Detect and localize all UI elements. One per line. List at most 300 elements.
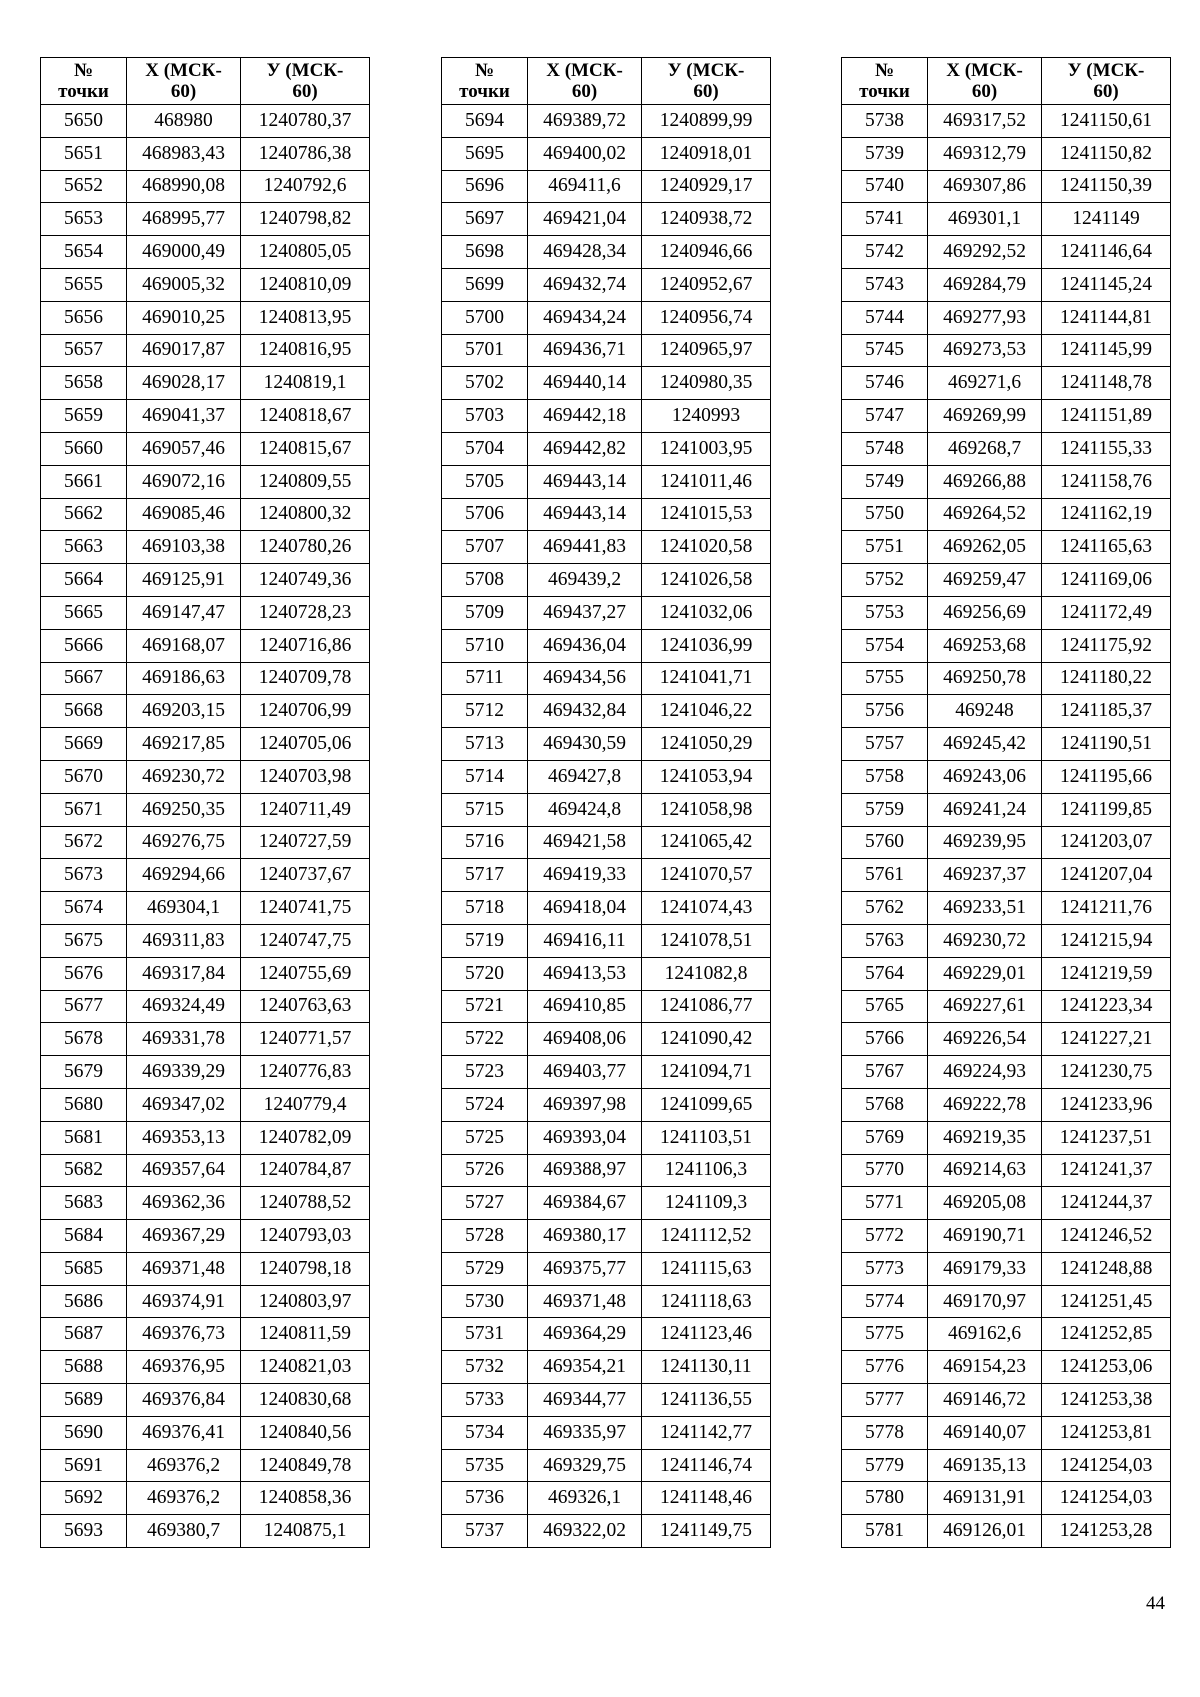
y-coordinate-cell: 1240798,18	[241, 1252, 370, 1285]
x-coordinate-cell: 469248	[928, 695, 1042, 728]
y-coordinate-cell: 1240819,1	[241, 367, 370, 400]
x-coordinate-cell: 469222,78	[928, 1088, 1042, 1121]
y-coordinate-cell: 1240938,72	[642, 203, 771, 236]
x-coordinate-cell: 469421,58	[528, 826, 642, 859]
x-coordinate-cell: 469403,77	[528, 1056, 642, 1089]
table-row	[41, 596, 370, 629]
x-coordinate-cell: 469440,14	[528, 367, 642, 400]
table-row	[442, 1252, 771, 1285]
table-row	[442, 1187, 771, 1220]
y-coordinate-cell: 1240956,74	[642, 301, 771, 334]
y-coordinate-cell: 1240716,86	[241, 629, 370, 662]
point-number-cell: 5695	[442, 137, 528, 170]
x-coordinate-cell: 469146,72	[928, 1384, 1042, 1417]
table-row	[41, 268, 370, 301]
x-coordinate-cell: 469057,46	[127, 432, 241, 465]
table-row	[442, 859, 771, 892]
x-coordinate-cell: 469010,25	[127, 301, 241, 334]
y-coordinate-cell: 1241086,77	[642, 990, 771, 1023]
y-coordinate-cell: 1240705,06	[241, 728, 370, 761]
x-coordinate-cell: 469339,29	[127, 1056, 241, 1089]
table-row	[442, 892, 771, 925]
table-row	[41, 1220, 370, 1253]
x-coordinate-cell: 469237,37	[928, 859, 1042, 892]
y-coordinate-cell: 1240849,78	[241, 1449, 370, 1482]
table-row	[842, 1187, 1171, 1220]
point-number-cell: 5700	[442, 301, 528, 334]
table-row	[41, 400, 370, 433]
y-coordinate-cell: 1241158,76	[1042, 465, 1171, 498]
y-coordinate-cell: 1241215,94	[1042, 924, 1171, 957]
point-number-cell: 5674	[41, 892, 127, 925]
table-row	[442, 465, 771, 498]
y-coordinate-cell: 1241003,95	[642, 432, 771, 465]
table-row	[442, 334, 771, 367]
x-coordinate-cell: 469436,04	[528, 629, 642, 662]
table-row	[842, 629, 1171, 662]
table-row	[842, 301, 1171, 334]
point-number-cell: 5676	[41, 957, 127, 990]
table-row	[842, 1252, 1171, 1285]
x-coordinate-cell: 469427,8	[528, 760, 642, 793]
x-coordinate-cell: 469312,79	[928, 137, 1042, 170]
table-row	[842, 105, 1171, 138]
point-number-cell: 5662	[41, 498, 127, 531]
point-number-cell: 5693	[41, 1515, 127, 1548]
x-coordinate-cell: 469017,87	[127, 334, 241, 367]
point-number-cell: 5757	[842, 728, 928, 761]
y-coordinate-cell: 1241172,49	[1042, 596, 1171, 629]
table-row	[442, 596, 771, 629]
point-number-cell: 5762	[842, 892, 928, 925]
x-coordinate-cell: 469311,83	[127, 924, 241, 957]
point-number-cell: 5726	[442, 1154, 528, 1187]
point-number-cell: 5686	[41, 1285, 127, 1318]
x-coordinate-cell: 469219,35	[928, 1121, 1042, 1154]
point-number-cell: 5717	[442, 859, 528, 892]
point-number-cell: 5722	[442, 1023, 528, 1056]
table-row	[842, 236, 1171, 269]
table-row	[41, 170, 370, 203]
table-row	[842, 1384, 1171, 1417]
x-coordinate-cell: 469408,06	[528, 1023, 642, 1056]
y-coordinate-cell: 1241185,37	[1042, 695, 1171, 728]
table-row	[442, 498, 771, 531]
x-coordinate-cell: 469353,13	[127, 1121, 241, 1154]
point-number-cell: 5675	[41, 924, 127, 957]
table-row	[41, 367, 370, 400]
x-coordinate-cell: 469418,04	[528, 892, 642, 925]
y-coordinate-cell: 1241169,06	[1042, 564, 1171, 597]
point-number-cell: 5716	[442, 826, 528, 859]
point-number-cell: 5679	[41, 1056, 127, 1089]
point-number-cell: 5768	[842, 1088, 928, 1121]
y-coordinate-cell: 1241109,3	[642, 1187, 771, 1220]
point-number-cell: 5739	[842, 137, 928, 170]
y-coordinate-cell: 1241149	[1042, 203, 1171, 236]
table-row	[842, 334, 1171, 367]
point-number-cell: 5741	[842, 203, 928, 236]
y-coordinate-cell: 1240793,03	[241, 1220, 370, 1253]
x-coordinate-cell: 469269,99	[928, 400, 1042, 433]
point-number-cell: 5758	[842, 760, 928, 793]
point-number-cell: 5732	[442, 1351, 528, 1384]
point-number-cell: 5706	[442, 498, 528, 531]
y-coordinate-cell: 1240780,37	[241, 105, 370, 138]
y-coordinate-cell: 1240803,97	[241, 1285, 370, 1318]
x-coordinate-cell: 469380,7	[127, 1515, 241, 1548]
x-coordinate-cell: 469135,13	[928, 1449, 1042, 1482]
x-coordinate-cell: 469259,47	[928, 564, 1042, 597]
point-number-cell: 5703	[442, 400, 528, 433]
point-number-cell: 5650	[41, 105, 127, 138]
table-row	[842, 1088, 1171, 1121]
header-y-coordinate: У (МСК- 60)	[1042, 58, 1171, 105]
x-coordinate-cell: 469307,86	[928, 170, 1042, 203]
y-coordinate-cell: 1241130,11	[642, 1351, 771, 1384]
y-coordinate-cell: 1240749,36	[241, 564, 370, 597]
point-number-cell: 5669	[41, 728, 127, 761]
point-number-cell: 5699	[442, 268, 528, 301]
point-number-cell: 5723	[442, 1056, 528, 1089]
y-coordinate-cell: 1240747,75	[241, 924, 370, 957]
x-coordinate-cell: 469442,18	[528, 400, 642, 433]
x-coordinate-cell: 469154,23	[928, 1351, 1042, 1384]
x-coordinate-cell: 469217,85	[127, 728, 241, 761]
point-number-cell: 5767	[842, 1056, 928, 1089]
point-number-cell: 5751	[842, 531, 928, 564]
table-row	[842, 1482, 1171, 1515]
y-coordinate-cell: 1241145,99	[1042, 334, 1171, 367]
y-coordinate-cell: 1241074,43	[642, 892, 771, 925]
point-number-cell: 5743	[842, 268, 928, 301]
x-coordinate-cell: 469239,95	[928, 826, 1042, 859]
table-row	[41, 793, 370, 826]
x-coordinate-cell: 469000,49	[127, 236, 241, 269]
table-row	[442, 662, 771, 695]
y-coordinate-cell: 1240929,17	[642, 170, 771, 203]
x-coordinate-cell: 469229,01	[928, 957, 1042, 990]
x-coordinate-cell: 469397,98	[528, 1088, 642, 1121]
table-row	[842, 137, 1171, 170]
point-number-cell: 5657	[41, 334, 127, 367]
x-coordinate-cell: 469424,8	[528, 793, 642, 826]
point-number-cell: 5678	[41, 1023, 127, 1056]
table-row	[442, 629, 771, 662]
point-number-cell: 5737	[442, 1515, 528, 1548]
y-coordinate-cell: 1240737,67	[241, 859, 370, 892]
y-coordinate-cell: 1240816,95	[241, 334, 370, 367]
point-number-cell: 5755	[842, 662, 928, 695]
table-row	[442, 1482, 771, 1515]
y-coordinate-cell: 1241032,06	[642, 596, 771, 629]
x-coordinate-cell: 469273,53	[928, 334, 1042, 367]
y-coordinate-cell: 1240776,83	[241, 1056, 370, 1089]
table-row	[41, 728, 370, 761]
x-coordinate-cell: 469371,48	[127, 1252, 241, 1285]
x-coordinate-cell: 469224,93	[928, 1056, 1042, 1089]
point-number-cell: 5692	[41, 1482, 127, 1515]
x-coordinate-cell: 469432,74	[528, 268, 642, 301]
y-coordinate-cell: 1241162,19	[1042, 498, 1171, 531]
x-coordinate-cell: 469245,42	[928, 728, 1042, 761]
x-coordinate-cell: 469256,69	[928, 596, 1042, 629]
point-number-cell: 5760	[842, 826, 928, 859]
table-row	[842, 924, 1171, 957]
x-coordinate-cell: 469384,67	[528, 1187, 642, 1220]
y-coordinate-cell: 1240815,67	[241, 432, 370, 465]
x-coordinate-cell: 469131,91	[928, 1482, 1042, 1515]
x-coordinate-cell: 469376,95	[127, 1351, 241, 1384]
table-row	[442, 1515, 771, 1548]
x-coordinate-cell: 469262,05	[928, 531, 1042, 564]
table-row	[442, 301, 771, 334]
x-coordinate-cell: 469324,49	[127, 990, 241, 1023]
x-coordinate-cell: 469162,6	[928, 1318, 1042, 1351]
point-number-cell: 5681	[41, 1121, 127, 1154]
y-coordinate-cell: 1240899,99	[642, 105, 771, 138]
header-y-coordinate: У (МСК- 60)	[241, 58, 370, 105]
x-coordinate-cell: 469140,07	[928, 1416, 1042, 1449]
x-coordinate-cell: 469393,04	[528, 1121, 642, 1154]
y-coordinate-cell: 1240728,23	[241, 596, 370, 629]
x-coordinate-cell: 469388,97	[528, 1154, 642, 1187]
y-coordinate-cell: 1240703,98	[241, 760, 370, 793]
x-coordinate-cell: 469354,21	[528, 1351, 642, 1384]
table-row	[442, 203, 771, 236]
x-coordinate-cell: 469374,91	[127, 1285, 241, 1318]
x-coordinate-cell: 469371,48	[528, 1285, 642, 1318]
x-coordinate-cell: 469253,68	[928, 629, 1042, 662]
table-row	[442, 1056, 771, 1089]
table-row	[442, 1154, 771, 1187]
x-coordinate-cell: 469271,6	[928, 367, 1042, 400]
y-coordinate-cell: 1241248,88	[1042, 1252, 1171, 1285]
y-coordinate-cell: 1241112,52	[642, 1220, 771, 1253]
table-row	[41, 531, 370, 564]
y-coordinate-cell: 1241253,81	[1042, 1416, 1171, 1449]
y-coordinate-cell: 1241251,45	[1042, 1285, 1171, 1318]
table-row	[41, 334, 370, 367]
y-coordinate-cell: 1241036,99	[642, 629, 771, 662]
table-row	[442, 1121, 771, 1154]
table-row	[442, 1318, 771, 1351]
x-coordinate-cell: 469203,15	[127, 695, 241, 728]
table-row	[442, 170, 771, 203]
x-coordinate-cell: 469413,53	[528, 957, 642, 990]
y-coordinate-cell: 1241203,07	[1042, 826, 1171, 859]
table-row	[842, 695, 1171, 728]
point-number-cell: 5668	[41, 695, 127, 728]
coordinates-table-3	[841, 57, 1171, 1548]
header-x-coordinate: X (МСК- 60)	[127, 58, 241, 105]
y-coordinate-cell: 1241175,92	[1042, 629, 1171, 662]
x-coordinate-cell: 469375,77	[528, 1252, 642, 1285]
table-row	[842, 1416, 1171, 1449]
table-row	[41, 1187, 370, 1220]
y-coordinate-cell: 1240965,97	[642, 334, 771, 367]
x-coordinate-cell: 469276,75	[127, 826, 241, 859]
point-number-cell: 5730	[442, 1285, 528, 1318]
x-coordinate-cell: 469326,1	[528, 1482, 642, 1515]
y-coordinate-cell: 1241253,06	[1042, 1351, 1171, 1384]
table-row	[442, 1023, 771, 1056]
y-coordinate-cell: 1241223,34	[1042, 990, 1171, 1023]
point-number-cell: 5776	[842, 1351, 928, 1384]
x-coordinate-cell: 468990,08	[127, 170, 241, 203]
point-number-cell: 5766	[842, 1023, 928, 1056]
table-row	[842, 596, 1171, 629]
point-number-cell: 5689	[41, 1384, 127, 1417]
header-point-number: № точки	[442, 58, 528, 105]
y-coordinate-cell: 1241165,63	[1042, 531, 1171, 564]
x-coordinate-cell: 469376,2	[127, 1449, 241, 1482]
y-coordinate-cell: 1240809,55	[241, 465, 370, 498]
y-coordinate-cell: 1241253,28	[1042, 1515, 1171, 1548]
x-coordinate-cell: 469357,64	[127, 1154, 241, 1187]
point-number-cell: 5779	[842, 1449, 928, 1482]
point-number-cell: 5691	[41, 1449, 127, 1482]
y-coordinate-cell: 1241094,71	[642, 1056, 771, 1089]
x-coordinate-cell: 469125,91	[127, 564, 241, 597]
point-number-cell: 5748	[842, 432, 928, 465]
point-number-cell: 5725	[442, 1121, 528, 1154]
point-number-cell: 5661	[41, 465, 127, 498]
x-coordinate-cell: 469362,36	[127, 1187, 241, 1220]
table-row	[842, 203, 1171, 236]
y-coordinate-cell: 1241195,66	[1042, 760, 1171, 793]
point-number-cell: 5667	[41, 662, 127, 695]
table-row	[442, 1449, 771, 1482]
point-number-cell: 5713	[442, 728, 528, 761]
table-row	[41, 1318, 370, 1351]
y-coordinate-cell: 1240780,26	[241, 531, 370, 564]
point-number-cell: 5671	[41, 793, 127, 826]
point-number-cell: 5727	[442, 1187, 528, 1220]
point-number-cell: 5740	[842, 170, 928, 203]
y-coordinate-cell: 1241136,55	[642, 1384, 771, 1417]
table-row	[842, 1449, 1171, 1482]
table-row	[842, 990, 1171, 1023]
x-coordinate-cell: 468980	[127, 105, 241, 138]
table-row	[442, 1285, 771, 1318]
x-coordinate-cell: 469304,1	[127, 892, 241, 925]
point-number-cell: 5663	[41, 531, 127, 564]
point-number-cell: 5711	[442, 662, 528, 695]
y-coordinate-cell: 1241227,21	[1042, 1023, 1171, 1056]
table-row	[442, 728, 771, 761]
point-number-cell: 5690	[41, 1416, 127, 1449]
point-number-cell: 5761	[842, 859, 928, 892]
table-row	[41, 105, 370, 138]
y-coordinate-cell: 1240741,75	[241, 892, 370, 925]
y-coordinate-cell: 1241078,51	[642, 924, 771, 957]
y-coordinate-cell: 1240779,4	[241, 1088, 370, 1121]
table-row	[842, 170, 1171, 203]
point-number-cell: 5694	[442, 105, 528, 138]
point-number-cell: 5688	[41, 1351, 127, 1384]
page-number: 44	[1146, 1593, 1165, 1614]
x-coordinate-cell: 469277,93	[928, 301, 1042, 334]
y-coordinate-cell: 1241020,58	[642, 531, 771, 564]
point-number-cell: 5752	[842, 564, 928, 597]
point-number-cell: 5769	[842, 1121, 928, 1154]
header-point-number: № точки	[842, 58, 928, 105]
y-coordinate-cell: 1241230,75	[1042, 1056, 1171, 1089]
x-coordinate-cell: 469410,85	[528, 990, 642, 1023]
table-row	[41, 1023, 370, 1056]
table-row	[442, 564, 771, 597]
y-coordinate-cell: 1241144,81	[1042, 301, 1171, 334]
header-point-number: № точки	[41, 58, 127, 105]
y-coordinate-cell: 1241065,42	[642, 826, 771, 859]
y-coordinate-cell: 1241070,57	[642, 859, 771, 892]
table-row	[442, 924, 771, 957]
y-coordinate-cell: 1241219,59	[1042, 957, 1171, 990]
x-coordinate-cell: 469103,38	[127, 531, 241, 564]
table-row	[442, 1088, 771, 1121]
y-coordinate-cell: 1240818,67	[241, 400, 370, 433]
table-row	[842, 400, 1171, 433]
y-coordinate-cell: 1241099,65	[642, 1088, 771, 1121]
table-row	[41, 236, 370, 269]
table-row	[842, 1285, 1171, 1318]
point-number-cell: 5660	[41, 432, 127, 465]
point-number-cell: 5729	[442, 1252, 528, 1285]
table-row	[41, 826, 370, 859]
point-number-cell: 5770	[842, 1154, 928, 1187]
x-coordinate-cell: 469376,73	[127, 1318, 241, 1351]
y-coordinate-cell: 1241246,52	[1042, 1220, 1171, 1253]
x-coordinate-cell: 468983,43	[127, 137, 241, 170]
point-number-cell: 5742	[842, 236, 928, 269]
x-coordinate-cell: 469442,82	[528, 432, 642, 465]
table-row	[442, 826, 771, 859]
x-coordinate-cell: 469241,24	[928, 793, 1042, 826]
coordinates-table-2	[441, 57, 771, 1548]
point-number-cell: 5697	[442, 203, 528, 236]
y-coordinate-cell: 1240980,35	[642, 367, 771, 400]
x-coordinate-cell: 469243,06	[928, 760, 1042, 793]
point-number-cell: 5710	[442, 629, 528, 662]
x-coordinate-cell: 469411,6	[528, 170, 642, 203]
y-coordinate-cell: 1240830,68	[241, 1384, 370, 1417]
x-coordinate-cell: 469168,07	[127, 629, 241, 662]
table-row	[842, 728, 1171, 761]
header-x-coordinate: X (МСК- 60)	[528, 58, 642, 105]
point-number-cell: 5698	[442, 236, 528, 269]
x-coordinate-cell: 469317,84	[127, 957, 241, 990]
point-number-cell: 5714	[442, 760, 528, 793]
y-coordinate-cell: 1240763,63	[241, 990, 370, 1023]
table-row	[842, 826, 1171, 859]
point-number-cell: 5659	[41, 400, 127, 433]
y-coordinate-cell: 1240771,57	[241, 1023, 370, 1056]
x-coordinate-cell: 469005,32	[127, 268, 241, 301]
y-coordinate-cell: 1240727,59	[241, 826, 370, 859]
table-header-row	[41, 58, 370, 105]
x-coordinate-cell: 469436,71	[528, 334, 642, 367]
point-number-cell: 5684	[41, 1220, 127, 1253]
y-coordinate-cell: 1241150,61	[1042, 105, 1171, 138]
x-coordinate-cell: 469292,52	[928, 236, 1042, 269]
point-number-cell: 5777	[842, 1384, 928, 1417]
x-coordinate-cell: 469264,52	[928, 498, 1042, 531]
table-row	[842, 1023, 1171, 1056]
x-coordinate-cell: 469443,14	[528, 498, 642, 531]
table-row	[41, 760, 370, 793]
point-number-cell: 5720	[442, 957, 528, 990]
